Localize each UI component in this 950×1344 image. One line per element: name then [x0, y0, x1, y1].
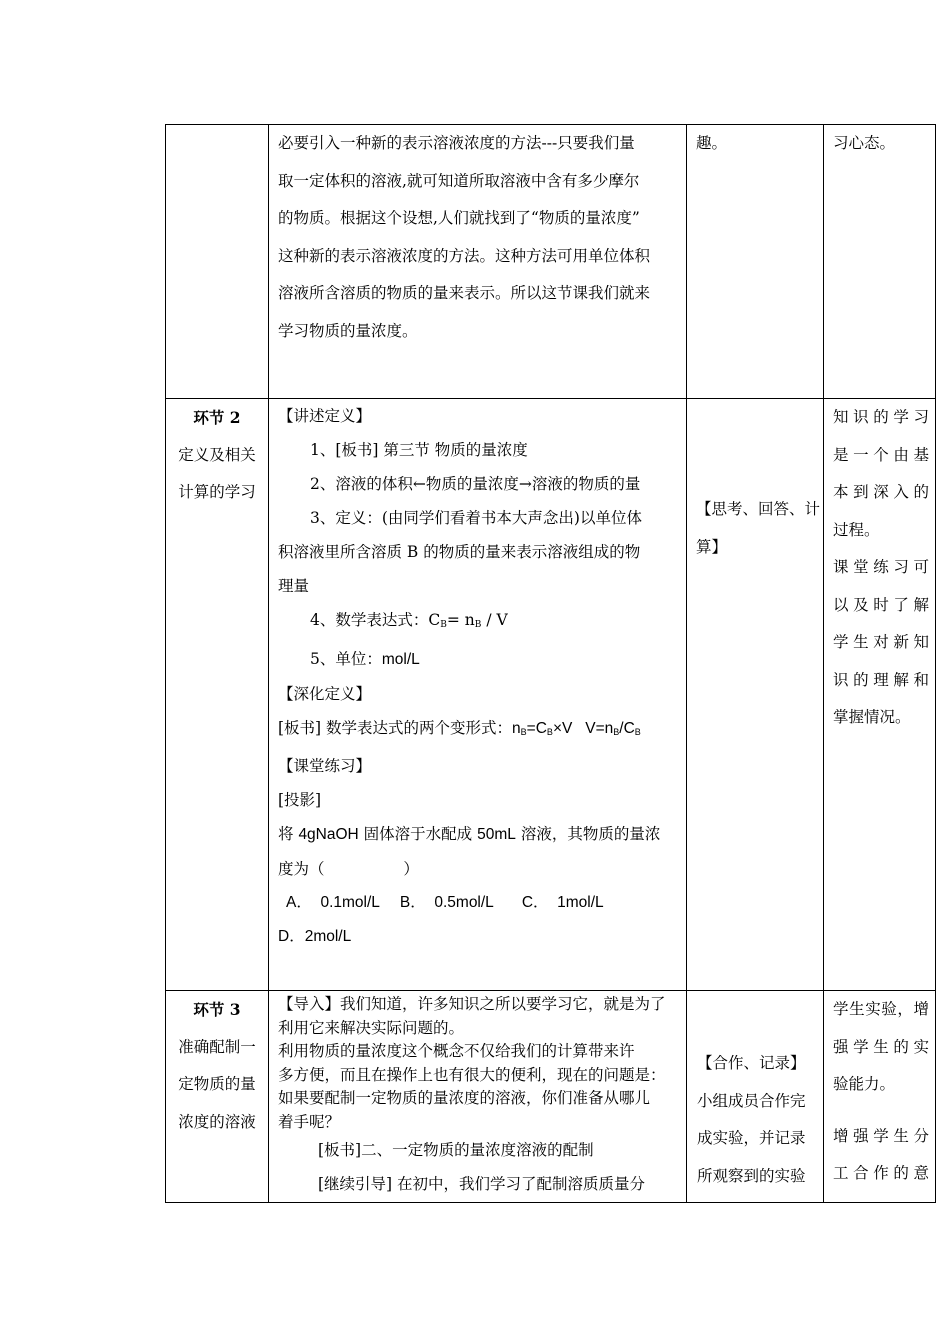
student-activity-cell: [687, 125, 824, 399]
lesson-plan-table: [165, 124, 936, 1203]
text-line: 着手呢？: [278, 1112, 341, 1131]
stage-subtitle: 浓度的溶液: [178, 1112, 256, 1131]
option-d: D．2mol/L: [278, 928, 352, 945]
formula-text: 4、数学表达式：C: [310, 611, 441, 629]
stage-cell: [166, 125, 269, 399]
text-line: 习心态。: [833, 134, 896, 152]
subscript: B: [613, 727, 620, 737]
text-line: 【合作、记录】: [697, 1054, 806, 1072]
text-line: 小组成员合作完: [697, 1091, 806, 1110]
table-row: [166, 991, 936, 1203]
option-b: B． 0.5mol/L: [399, 894, 494, 911]
options-line: [278, 886, 679, 920]
content-cell: [269, 399, 687, 991]
text-line: 本到深入的: [833, 483, 929, 501]
design-intent-cell: [824, 125, 936, 399]
text-line: 【导入】我们知道，许多知识之所以要学习它，就是为了: [278, 995, 666, 1013]
question-line: [278, 817, 679, 852]
table-row: [166, 399, 936, 991]
text-line: [板书]二、一定物质的量浓度溶液的配制: [318, 1141, 594, 1159]
text-line: 趣。: [696, 134, 728, 152]
text-line: 成实验，并记录: [697, 1129, 806, 1147]
section-heading: 【深化定义】: [278, 685, 372, 703]
text-line: [投影]: [278, 791, 322, 809]
option-c: C． 1mol/L: [521, 894, 604, 911]
section-heading: 【课堂练习】: [278, 757, 372, 775]
text-line: 课堂练习可: [833, 558, 929, 576]
text-line: 以及时了解: [833, 595, 929, 614]
stage-title: 环节 2: [193, 408, 241, 427]
text-line: 掌握情况。: [833, 708, 911, 726]
stage-title: 环节 3: [193, 1000, 241, 1019]
formula-text: [板书] 数学表达式的两个变形式：: [278, 719, 513, 737]
unit-label: 5、单位：: [310, 650, 382, 668]
formula-line: [278, 711, 679, 749]
subscript: B: [520, 727, 527, 737]
text-line: 取一定体积的溶液,就可知道所取溶液中含有多少摩尔: [278, 171, 640, 190]
text-line: 如果要配制一定物质的量浓度的溶液，你们准备从哪儿: [278, 1089, 651, 1107]
question-text: 4gNaOH: [298, 826, 359, 843]
text-line: 识的理解和: [833, 670, 929, 689]
student-activity-cell: [687, 991, 824, 1203]
text-line: [继续引导] 在初中，我们学习了配制溶质质量分: [318, 1175, 646, 1193]
text-line: 积溶液里所含溶质 B 的物质的量来表示溶液组成的物: [278, 543, 641, 561]
text-line: 这种新的表示溶液浓度的方法。这种方法可用单位体积: [278, 246, 651, 265]
subscript: B: [546, 727, 553, 737]
text-line: 增强学生分: [833, 1126, 929, 1145]
subscript: B: [474, 620, 482, 630]
stage-subtitle: 计算的学习: [178, 483, 256, 501]
content-cell: [269, 991, 687, 1203]
text-line: 强学生的实: [833, 1037, 929, 1056]
text-line: 【思考、回答、计: [696, 500, 821, 518]
question-text: 将: [278, 825, 299, 843]
text-line: 所观察到的实验: [697, 1166, 806, 1185]
subscript: B: [440, 620, 447, 630]
text-line: 学生实验，增: [833, 1000, 929, 1018]
text-line: 学习物质的量浓度。: [278, 321, 418, 340]
question-line: 度为（ ）: [278, 860, 419, 878]
unit-value: mol/L: [381, 651, 420, 668]
question-text: 50mL: [477, 826, 516, 843]
text-line: 是一个由基: [833, 445, 929, 464]
text-line: 知识的学习: [833, 408, 929, 426]
stage-cell: [166, 399, 269, 991]
text-line: 工合作的意: [833, 1164, 929, 1182]
text-line: 理量: [278, 577, 310, 595]
content-cell: [269, 125, 687, 399]
subscript: B: [634, 727, 641, 737]
text-line: 的物质。根据这个设想,人们就找到了“物质的量浓度”: [278, 209, 640, 227]
text-line: 3、定义：(由同学们看着书本大声念出)以单位体: [310, 509, 642, 527]
section-heading: 【讲述定义】: [278, 407, 372, 425]
design-intent-cell: [824, 991, 936, 1203]
formula-text: n: [512, 720, 521, 737]
design-intent-cell: [824, 399, 936, 991]
stage-subtitle: 定物质的量: [178, 1075, 256, 1093]
formula-text: ×V V=n: [552, 720, 614, 737]
question-text: 固体溶于水配成: [358, 825, 478, 843]
table-row: [166, 125, 936, 399]
text-line: 溶液所含溶质的物质的量来表示。所以这节课我们就来: [278, 284, 651, 302]
formula-text: =C: [526, 720, 547, 737]
stage-subtitle: 定义及相关: [178, 445, 256, 464]
text-line: 必要引入一种新的表示溶液浓度的方法---只要我们量: [278, 134, 635, 152]
text-line: 2、溶液的体积←物质的量浓度→溶液的物质的量: [310, 475, 641, 493]
text-line: 验能力。: [833, 1075, 896, 1093]
stage-cell: [166, 991, 269, 1203]
text-line: 多方便，而且在操作上也有很大的便利，现在的问题是：: [278, 1065, 666, 1084]
spacer: [833, 1104, 929, 1118]
text-line: 算】: [696, 537, 728, 556]
text-line: 1、[板书] 第三节 物质的量浓度: [310, 441, 528, 459]
text-line: 过程。: [833, 520, 880, 539]
formula-text: / V: [481, 611, 508, 629]
formula-line: [278, 603, 679, 642]
student-activity-cell: [687, 399, 824, 991]
option-a: A． 0.1mol/L: [286, 894, 380, 911]
text-line: 利用它来解决实际问题的。: [278, 1018, 465, 1037]
text-line: 利用物质的量浓度这个概念不仅给我们的计算带来许: [278, 1042, 635, 1060]
question-text: 溶液，其物质的量浓: [515, 825, 661, 843]
stage-subtitle: 准确配制一: [178, 1037, 256, 1056]
formula-text: /C: [619, 720, 635, 737]
formula-text: = n: [446, 611, 475, 629]
unit-line: [278, 642, 679, 677]
text-line: 学生对新知: [833, 633, 929, 651]
